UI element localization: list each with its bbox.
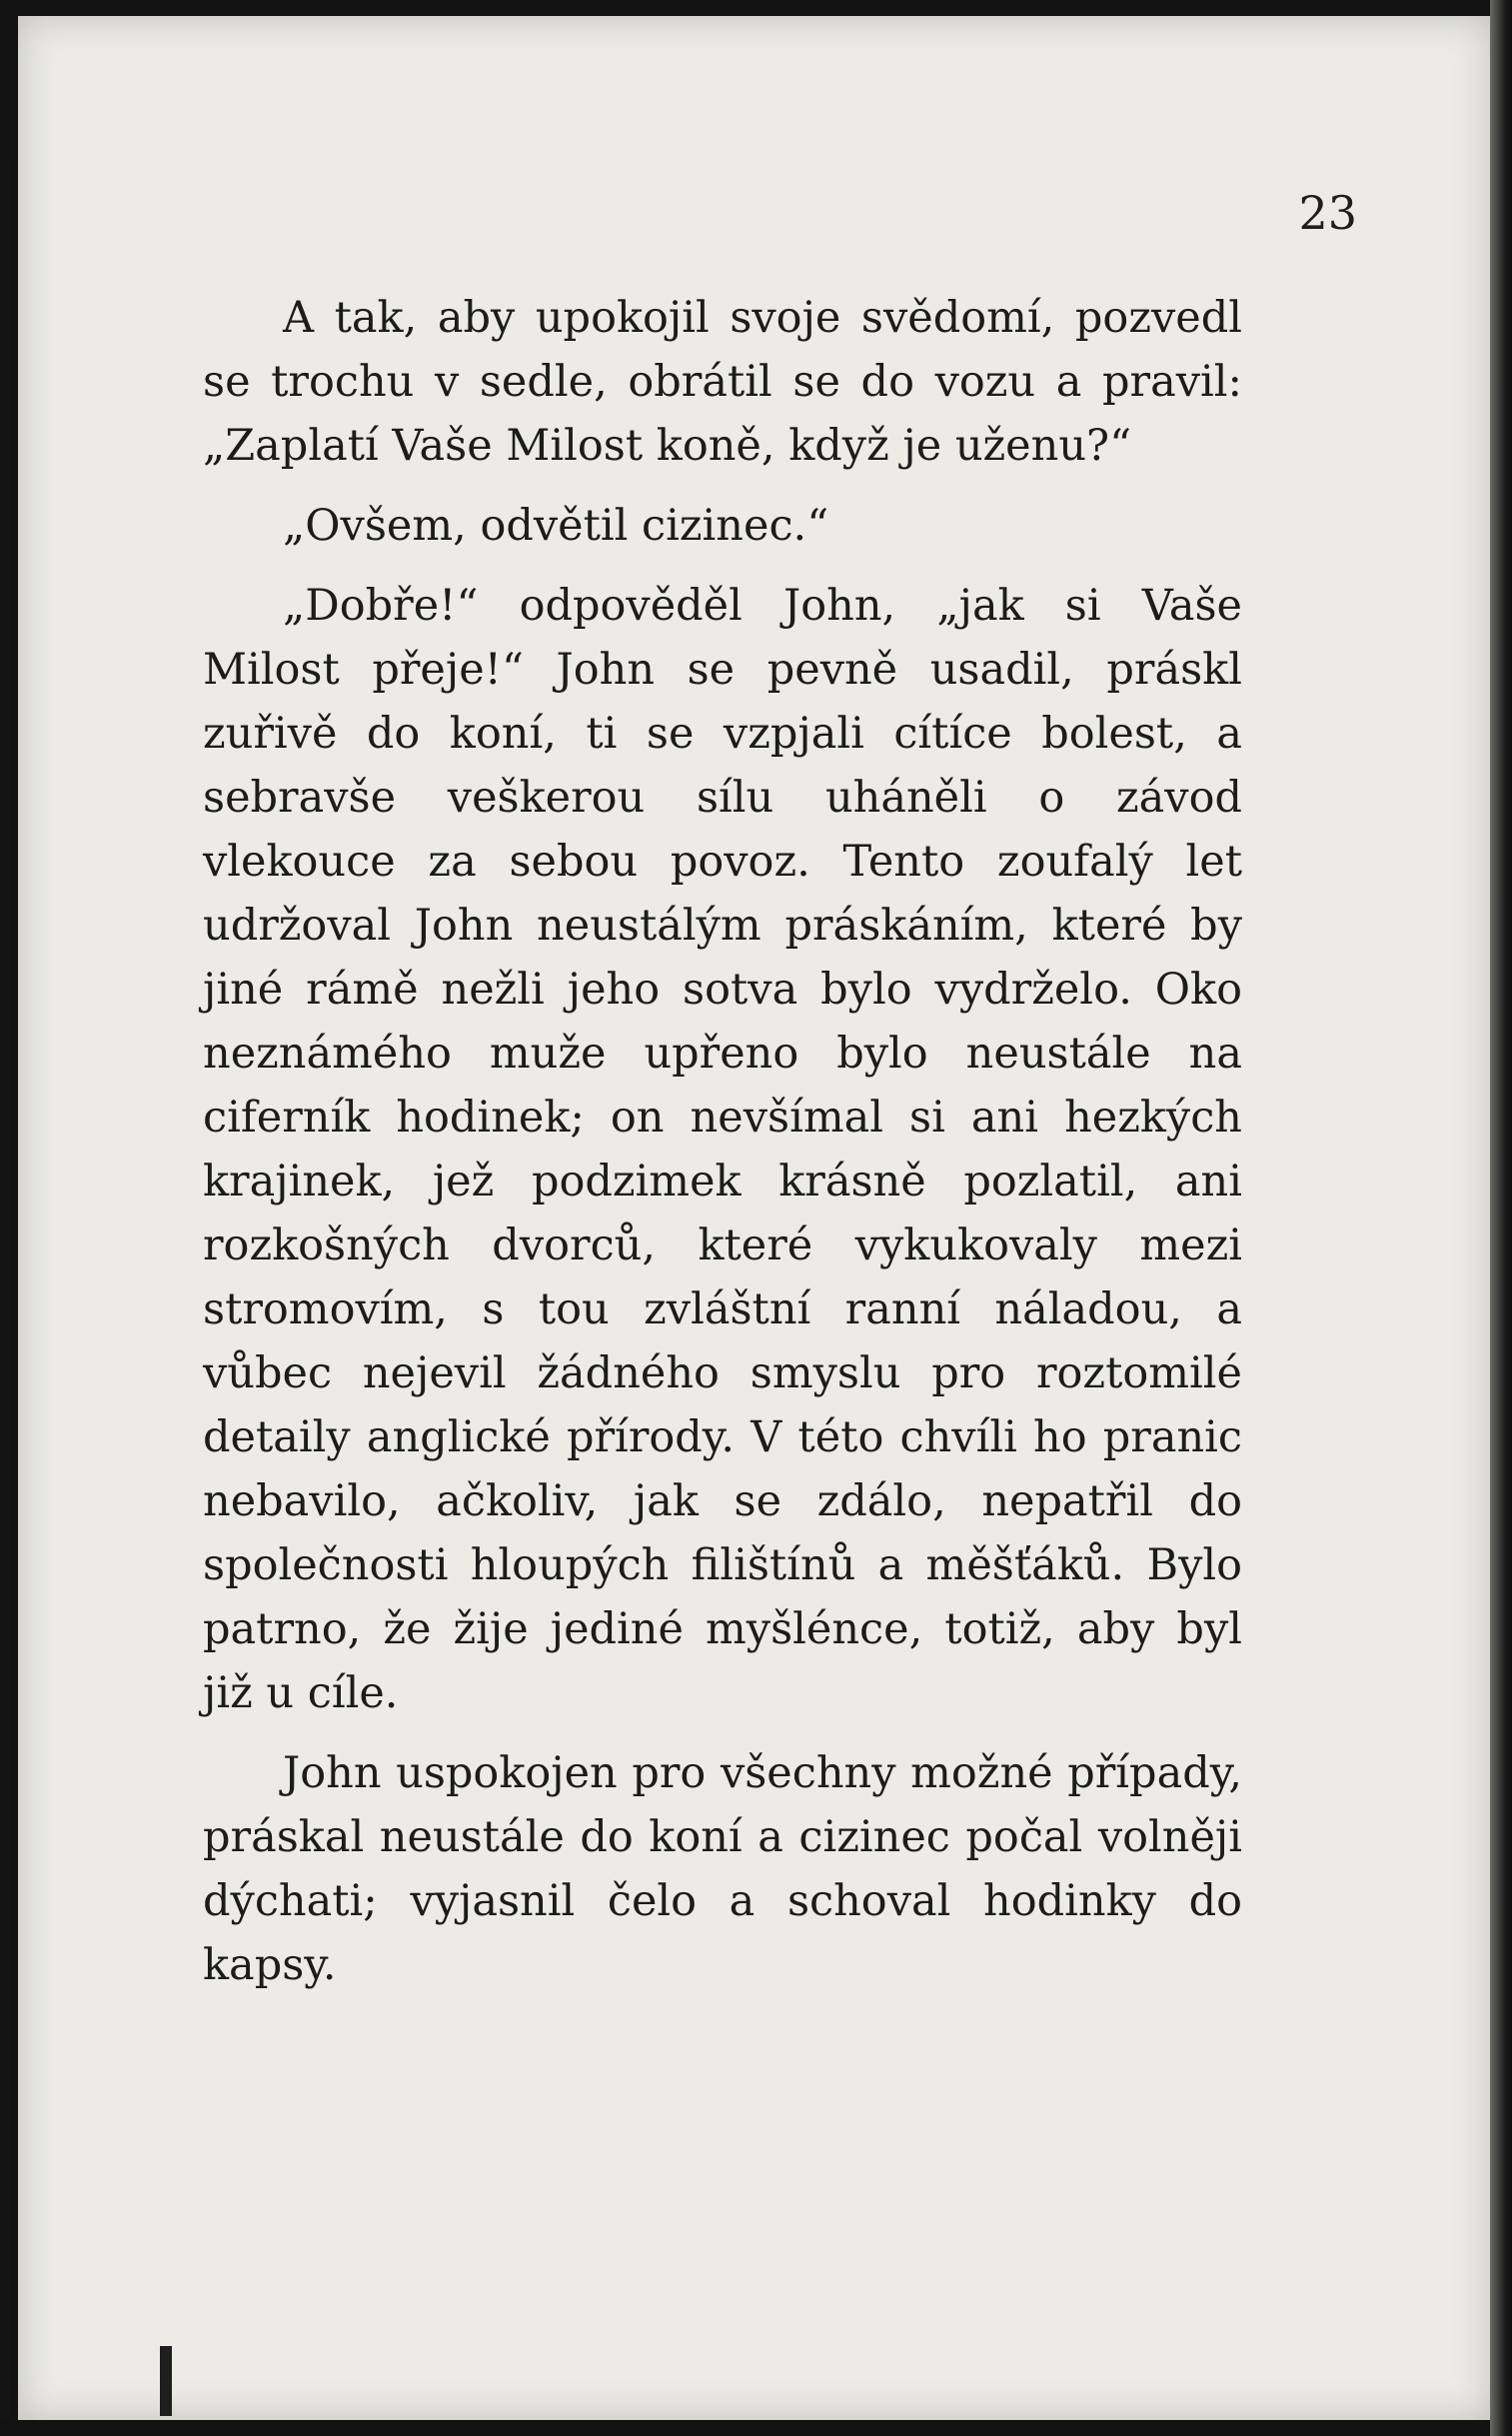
body-text (203, 286, 1242, 2013)
page-number: 23 (1298, 186, 1357, 240)
paragraph-4: John uspokojen pro všechny možné případy, práskal neustále do koní a cizinec počal volněji dýchati; vyjasnil čelo a schoval hodinky do kapsy. (203, 1748, 1242, 1990)
bottom-scan-mark (160, 2346, 172, 2416)
paragraph-3: „Dobře!“ odpověděl John, „jak si Vaše Milost přeje!“ John se pevně usadil, práskl zuřivě do koní, ti se vzpjali cítíce bolest, a sebravše veškerou sílu uháněli o závod vlekouce za sebou povoz. Tento zoufalý let udržoval John neustálým práskáním, které by jiné rámě nežli jeho sotva bylo vydrželo. Oko neznámého muže upřeno bylo neustále na ciferník hodinek; on nevšímal si ani hezkých krajinek, jež podzimek krásně pozlatil, ani rozkošných dvorců, které vykukovaly mezi stromovím, s tou zvláštní ranní náladou, a vůbec nejevil žádného smyslu pro roztomilé detaily anglické přírody. V této chvíli ho pranic nebavilo, ačkoliv, jak se zdálo, nepatřil do společnosti hloupých filištínů a měšťáků. Bylo patrno, že žije jediné myšlénce, totiž, aby byl již u cíle. (203, 581, 1242, 1718)
paragraph-2: „Ovšem, odvětil cizinec.“ (283, 501, 829, 551)
right-scan-edge (1490, 0, 1512, 2436)
paper-sheet (18, 16, 1492, 2420)
left-binding-edge (0, 160, 10, 2419)
paragraph-1: A tak, aby upokojil svoje svědomí, pozvedl se trochu v sedle, obrátil se do vozu a pravil: „Zaplatí Vaše Milost koně, když je uženu?“ (203, 293, 1242, 471)
